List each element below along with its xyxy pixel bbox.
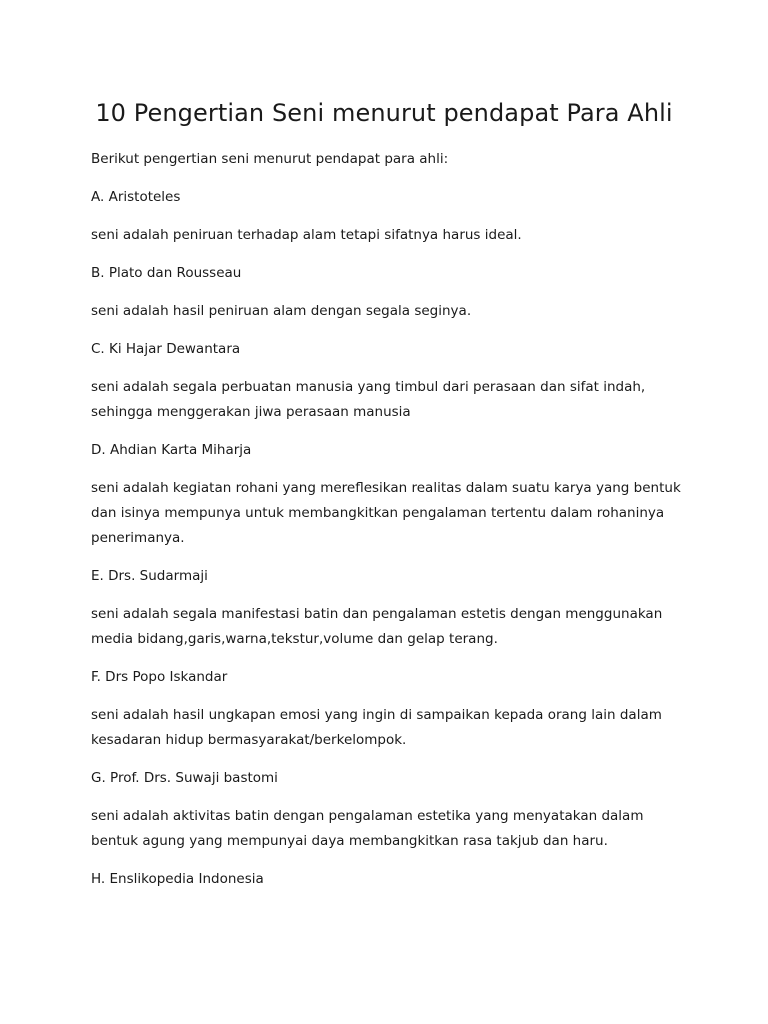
page-title: 10 Pengertian Seni menurut pendapat Para Ahli [95,99,673,127]
entry-text-f: seni adalah hasil ungkapan emosi yang ingin di sampaikan kepada orang lain dalam kesadaran hidup bermasyarakat/berkelompok. [91,707,662,748]
entry-text-d: seni adalah kegiatan rohani yang mereflesikan realitas dalam suatu karya yang bentuk dan isinya mempunya untuk membangkitkan pengalaman tertentu dalam rohaninya penerimanya. [91,480,681,546]
entry-text-c: seni adalah segala perbuatan manusia yang timbul dari perasaan dan sifat indah, sehingga menggerakan jiwa perasaan manusia [91,379,646,420]
entry-text-e: seni adalah segala manifestasi batin dan pengalaman estetis dengan menggunakan media bidang,garis,warna,tekstur,volume dan gelap terang. [91,606,663,647]
entry-heading-d: D. Ahdian Karta Miharja [91,442,252,458]
entry-heading-e: E. Drs. Sudarmaji [91,568,208,584]
document-body [91,147,691,905]
entry-text-g: seni adalah aktivitas batin dengan pengalaman estetika yang menyatakan dalam bentuk agung yang mempunyai daya membangkitkan rasa takjub dan haru. [91,808,644,849]
entry-heading-a: A. Aristoteles [91,189,181,205]
entry-heading-g: G. Prof. Drs. Suwaji bastomi [91,770,278,786]
entry-heading-c: C. Ki Hajar Dewantara [91,341,241,357]
entry-text-a: seni adalah peniruan terhadap alam tetapi sifatnya harus ideal. [91,227,522,243]
entry-heading-b: B. Plato dan Rousseau [91,265,242,281]
entry-text-b: seni adalah hasil peniruan alam dengan segala seginya. [91,303,472,319]
entry-heading-h: H. Enslikopedia Indonesia [91,871,264,887]
entry-heading-f: F. Drs Popo Iskandar [91,669,228,685]
intro-paragraph: Berikut pengertian seni menurut pendapat para ahli: [91,151,449,167]
